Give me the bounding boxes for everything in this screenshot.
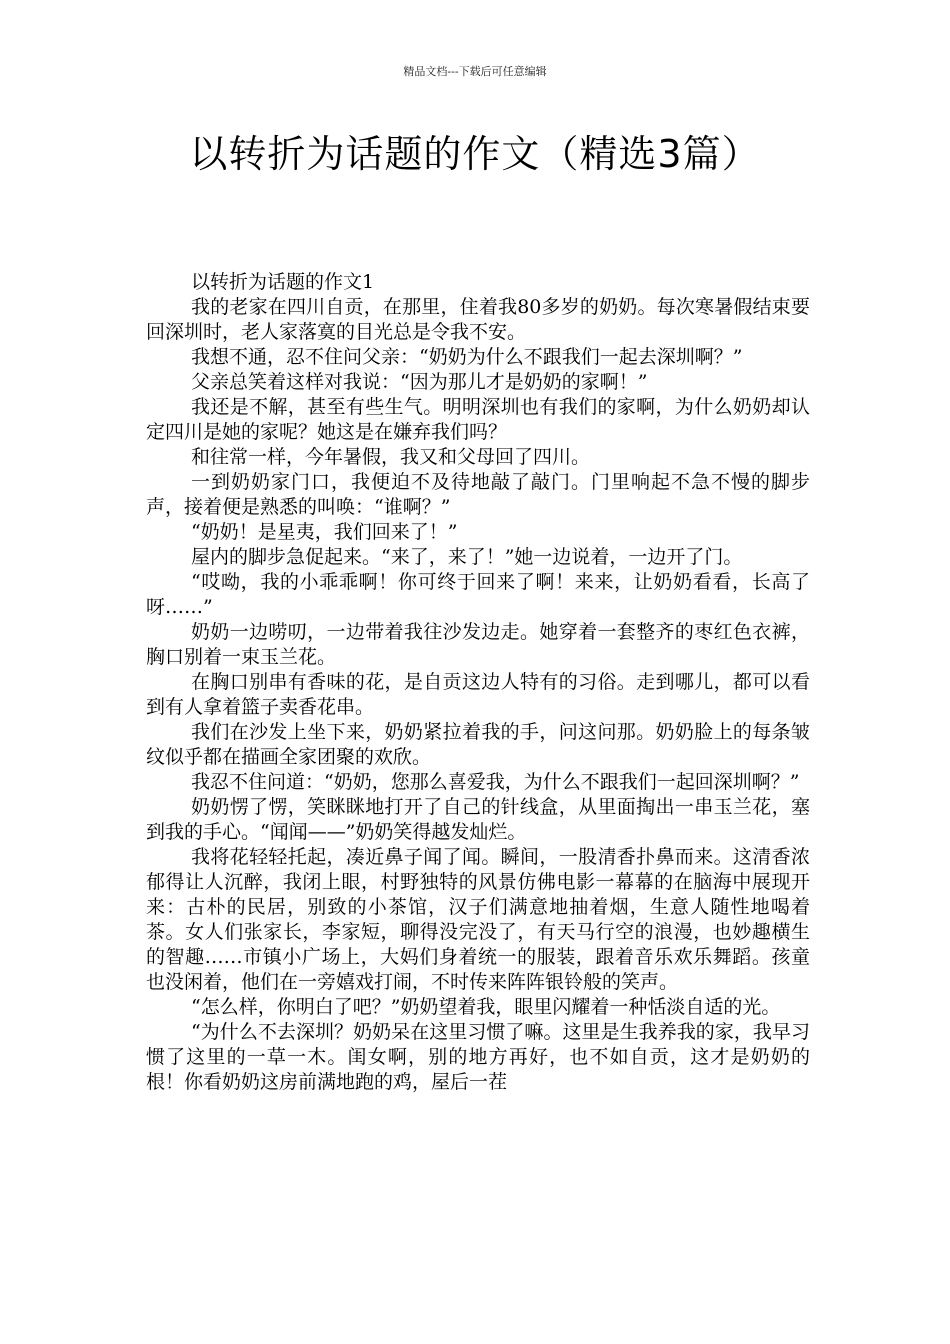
paragraph: 我还是不解，甚至有些生气。明明深圳也有我们的家啊，为什么奶奶却认定四川是她的家呢？她这是在嫌弃我们吗？ xyxy=(146,396,810,443)
paragraph: 父亲总笑着这样对我说：“因为那儿才是奶奶的家啊！” xyxy=(191,371,648,393)
paragraph: 我将花轻轻托起，凑近鼻子闻了闻。瞬间，一股清香扑鼻而来。这清香浓郁得让人沉醉，我闭上眼，村野独特的风景仿佛电影一幕幕的在脑海中展现开来：古朴的民居，别致的小茶馆，汉子们满意地抽着烟，生意人随性地喝着茶。女人们张家长，李家短，聊得没完没了，有天马行空的浪漫，也妙趣横生的智趣……市镇小广场上，大妈们身着统一的服装，跟着音乐欢乐舞蹈。孩童也没闲着，他们在一旁嬉戏打闹，不时传来阵阵银铃般的笑声。 xyxy=(146,846,810,993)
paragraph: “哎呦，我的小乖乖啊！你可终于回来了啊！来来，让奶奶看看，长高了呀……” xyxy=(146,571,810,618)
header-text: 精品文档---下载后可任意编辑 xyxy=(403,65,547,78)
paragraph: 屋内的脚步急促起来。“来了，来了！”她一边说着，一边开了门。 xyxy=(191,546,743,568)
paragraph: 我的老家在四川自贡，在那里，住着我80多岁的奶奶。每次寒暑假结束要回深圳时，老人家落寞的目光总是令我不安。 xyxy=(146,296,810,343)
paragraph: 在胸口别串有香味的花，是自贡这边人特有的习俗。走到哪儿，都可以看到有人拿着篮子卖香花串。 xyxy=(146,671,810,718)
paragraph: “怎么样，你明白了吧？”奶奶望着我，眼里闪耀着一种恬淡自适的光。 xyxy=(191,996,781,1018)
paragraph: 奶奶一边唠叨，一边带着我往沙发边走。她穿着一套整齐的枣红色衣裤，胸口别着一束玉兰花。 xyxy=(146,621,810,668)
paragraph: “为什么不去深圳？奶奶呆在这里习惯了嘛。这里是生我养我的家，我早习惯了这里的一草一木。闺女啊，别的地方再好，也不如自贡，这才是奶奶的根！你看奶奶这房前满地跑的鸡，屋后一茬 xyxy=(146,1021,810,1093)
paragraph: 我忍不住问道：“奶奶，您那么喜爱我，为什么不跟我们一起回深圳啊？” xyxy=(191,771,800,793)
paragraph: 一到奶奶家门口，我便迫不及待地敲了敲门。门里响起不急不慢的脚步声，接着便是熟悉的叫唤：“谁啊？” xyxy=(146,471,810,518)
document-title: 以转折为话题的作文（精选3篇） xyxy=(189,132,761,176)
page-header xyxy=(0,64,950,80)
paragraph: “奶奶！是星夷，我们回来了！” xyxy=(191,521,458,543)
article-body xyxy=(146,270,810,1095)
paragraph: 奶奶愣了愣，笑眯眯地打开了自己的针线盒，从里面掏出一串玉兰花，塞到我的手心。“闻闻——”奶奶笑得越发灿烂。 xyxy=(146,796,810,843)
paragraph: 和往常一样，今年暑假，我又和父母回了四川。 xyxy=(191,446,591,468)
paragraph: 我想不通，忍不住问父亲：“奶奶为什么不跟我们一起去深圳啊？” xyxy=(191,346,743,368)
article-subtitle: 以转折为话题的作文1 xyxy=(191,271,375,293)
paragraph: 我们在沙发上坐下来，奶奶紧拉着我的手，问这问那。奶奶脸上的每条皱纹似乎都在描画全家团聚的欢欣。 xyxy=(146,721,810,768)
